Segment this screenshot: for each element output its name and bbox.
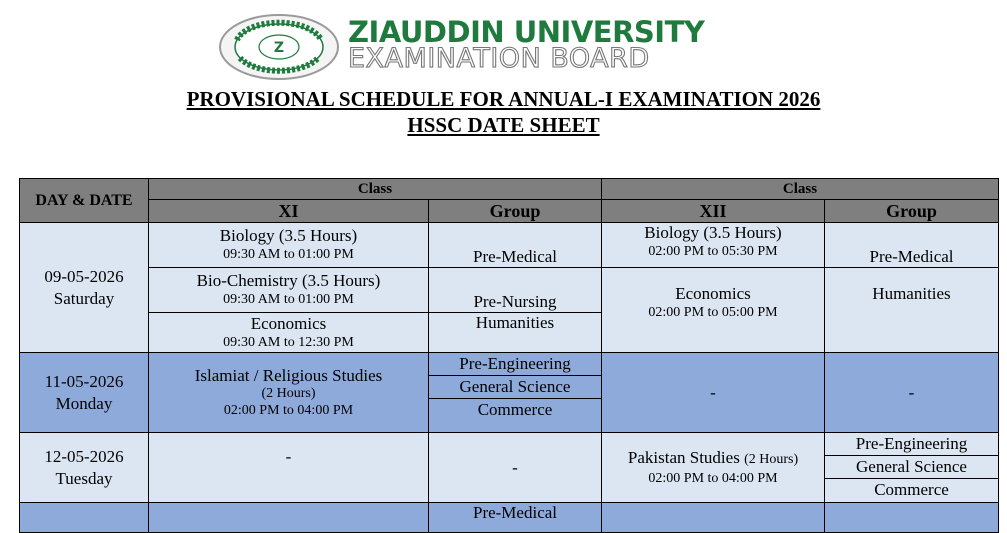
xi-header: XI [149, 200, 429, 223]
xii-group-cell: Pre-Engineering General Science Commerce [825, 433, 999, 503]
date-text: 09-05-2026 [44, 266, 124, 286]
xi-subject-cell: Bio-Chemistry (3.5 Hours) 09:30 AM to 01:00 PM [149, 268, 429, 313]
xii-subject-cell: - [602, 353, 825, 433]
university-name: ZIAUDDIN UNIVERSITY [348, 15, 705, 49]
xii-group-header: Group [825, 200, 999, 223]
page-subtitle: HSSC DATE SHEET [407, 113, 600, 137]
xii-group-cell: Pre-Medical [825, 223, 999, 268]
xi-subject-cell: Economics 09:30 AM to 12:30 PM [149, 313, 429, 353]
xi-group-cell: Pre-Nursing [429, 268, 602, 313]
date-sheet-table [19, 178, 999, 533]
day-text: Tuesday [55, 468, 113, 488]
table-row-date [20, 223, 149, 353]
xi-subject-cell: Islamiat / Religious Studies (2 Hours) 02:00 PM to 04:00 PM [149, 353, 429, 433]
xii-subject-cell [602, 503, 825, 533]
xii-class-header: Class [602, 179, 999, 200]
xi-group-cell: Pre-Medical [429, 503, 602, 533]
xi-group-cell: - [429, 433, 602, 503]
xii-group-cell [825, 503, 999, 533]
xii-group-cell: - [825, 353, 999, 433]
table-row-date [20, 503, 149, 533]
date-text: 11-05-2026 [44, 371, 124, 391]
xii-subject-cell: Economics 02:00 PM to 05:00 PM [602, 268, 825, 353]
xi-subject-cell: - [149, 433, 429, 503]
xi-group-cell: Humanities [429, 313, 602, 353]
table-row-date [20, 353, 149, 433]
page-title: PROVISIONAL SCHEDULE FOR ANNUAL-I EXAMINATION 2026 [186, 87, 821, 111]
board-name: EXAMINATION BOARD [348, 43, 650, 74]
xii-group-cell: Humanities [825, 268, 999, 353]
xi-group-cell: Pre-Engineering General Science Commerce [429, 353, 602, 433]
date-text: 12-05-2026 [44, 446, 124, 466]
svg-text:Z: Z [273, 40, 285, 56]
xii-subject-cell: Pakistan Studies (2 Hours) 02:00 PM to 04:00 PM [602, 433, 825, 503]
day-text: Monday [55, 393, 113, 413]
xi-subject-cell: Biology (3.5 Hours) 09:30 AM to 01:00 PM [149, 223, 429, 268]
day-text: Saturday [53, 288, 115, 308]
xi-group-cell: Pre-Medical [429, 223, 602, 268]
xii-subject-cell: Biology (3.5 Hours) 02:00 PM to 05:30 PM [602, 223, 825, 268]
table-row-date [20, 433, 149, 503]
xi-group-header: Group [429, 200, 602, 223]
xi-class-header: Class [149, 179, 602, 200]
xii-header: XII [602, 200, 825, 223]
day-date-header: DAY & DATE [20, 179, 149, 223]
xi-subject-cell [149, 503, 429, 533]
university-logo [218, 14, 340, 80]
